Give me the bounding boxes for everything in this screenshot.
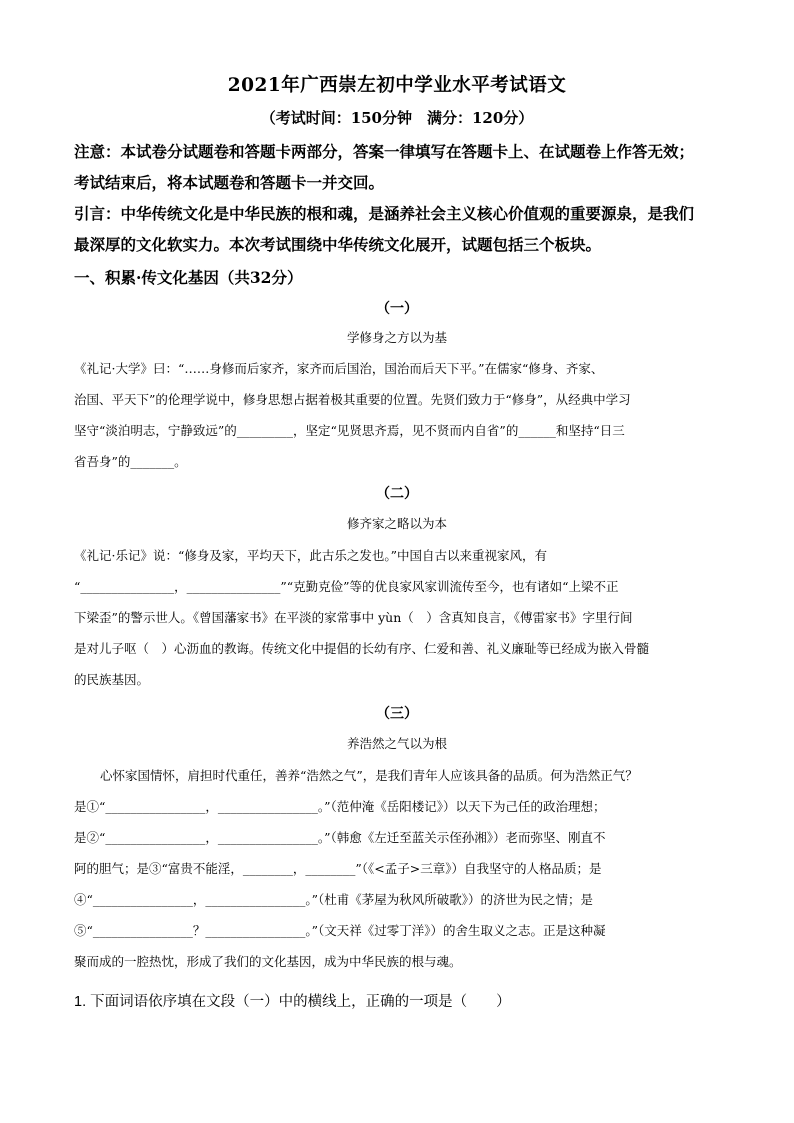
part3-paragraph: [74, 760, 722, 977]
paragraph-line: 是①“________________，________________。”（范仲淹《岳阳楼记》）以天下为己任的政治理想；: [74, 799, 606, 814]
paragraph-line: 心怀家国情怀，肩担时代重任，善养“浩然之气”，是我们青年人应该具备的品质。何为浩然正气？: [100, 768, 638, 783]
notice-line: 引言：中华传统文化是中华民族的根和魂，是涵养社会主义核心价值观的重要源泉，是我们: [74, 204, 695, 223]
paragraph-line: 《礼记·大学》曰：“……身修而后家齐，家齐而后国治，国治而后天下平。”在儒家“修身、齐家、: [74, 361, 604, 376]
exam-title: 2021年广西崇左初中学业水平考试语文: [227, 75, 567, 96]
part-number: （三）: [376, 706, 418, 722]
paragraph-line: 是②“________________，________________。”（韩愈《左迁至蓝关示侄孙湘》）老而弥坚、刚直不: [74, 830, 606, 845]
paragraph-line: 阿的胆气；是③“富贵不能淫，________，________”（《<孟子>三章》）自我坚守的人格品质；是: [74, 861, 602, 876]
part-title: 修齐家之略以为本: [346, 516, 447, 531]
part-title: 学修身之方以为基: [346, 330, 447, 345]
question-1: 1. 下面词语依序填在文段（一）中的横线上，正确的一项是（ ）: [74, 994, 511, 1010]
paragraph-line: ④“________________，________________。”（杜甫《茅屋为秋风所破歌》）的济世为民之情；是: [74, 892, 594, 907]
paragraph-line: 《礼记·乐记》说：“修身及家，平均天下，此古乐之发也。”中国自古以来重视家风，有: [74, 548, 548, 563]
paragraph-line: 的民族基因。: [74, 672, 150, 687]
section-heading: 一、积累·传文化基因（共32分）: [74, 268, 303, 287]
part-number: （一）: [376, 301, 418, 317]
notice-block: [74, 136, 734, 260]
part-title: 养浩然之气以为根: [346, 736, 447, 751]
paragraph-line: 坚守“淡泊明志，宁静致远”的_________，坚定“见贤思齐焉，见不贤而内自省”的______和坚持“日三: [74, 423, 625, 438]
part-number: （二）: [376, 486, 418, 502]
paragraph-line: 下梁歪”的警示世人。《曾国藩家书》在平淡的家常事中 yùn（ ）含真知良言，《傅雷家书》字里行间: [74, 610, 633, 625]
paragraph-line: 省吾身”的_______。: [74, 454, 187, 469]
exam-subtitle: （考试时间：150分钟 满分：120分）: [260, 109, 534, 127]
paragraph-line: 聚而成的一腔热忱，形成了我们的文化基因，成为中华民族的根与魂。: [74, 954, 462, 969]
paragraph-line: 是对儿子呕（ ）心沥血的教诲。传统文化中提倡的长幼有序、仁爱和善、礼义廉耻等已经成为嵌入骨髓: [74, 641, 650, 656]
part1-paragraph: [74, 353, 722, 477]
part2-paragraph: [74, 540, 722, 695]
paragraph-line: ⑤“________________？________________。”（文天祥《过零丁洋》）的舍生取义之志。正是这种凝: [74, 923, 606, 938]
notice-line: 最深厚的文化软实力。本次考试围绕中华传统文化展开，试题包括三个板块。: [74, 235, 602, 254]
paragraph-line: “_______________，_______________”“克勤克俭”等的优良家风家训流传至今，也有诸如“上梁不正: [74, 579, 619, 594]
notice-line: 考试结束后，将本试题卷和答题卡一并交回。: [74, 173, 385, 192]
notice-line: 注意：本试卷分试题卷和答题卡两部分，答案一律填写在答题卡上、在试题卷上作答无效；: [74, 142, 695, 161]
paragraph-line: 治国、平天下”的伦理学说中，修身思想占据着极其重要的位置。先贤们致力于“修身”，从经典中学习: [74, 392, 631, 407]
